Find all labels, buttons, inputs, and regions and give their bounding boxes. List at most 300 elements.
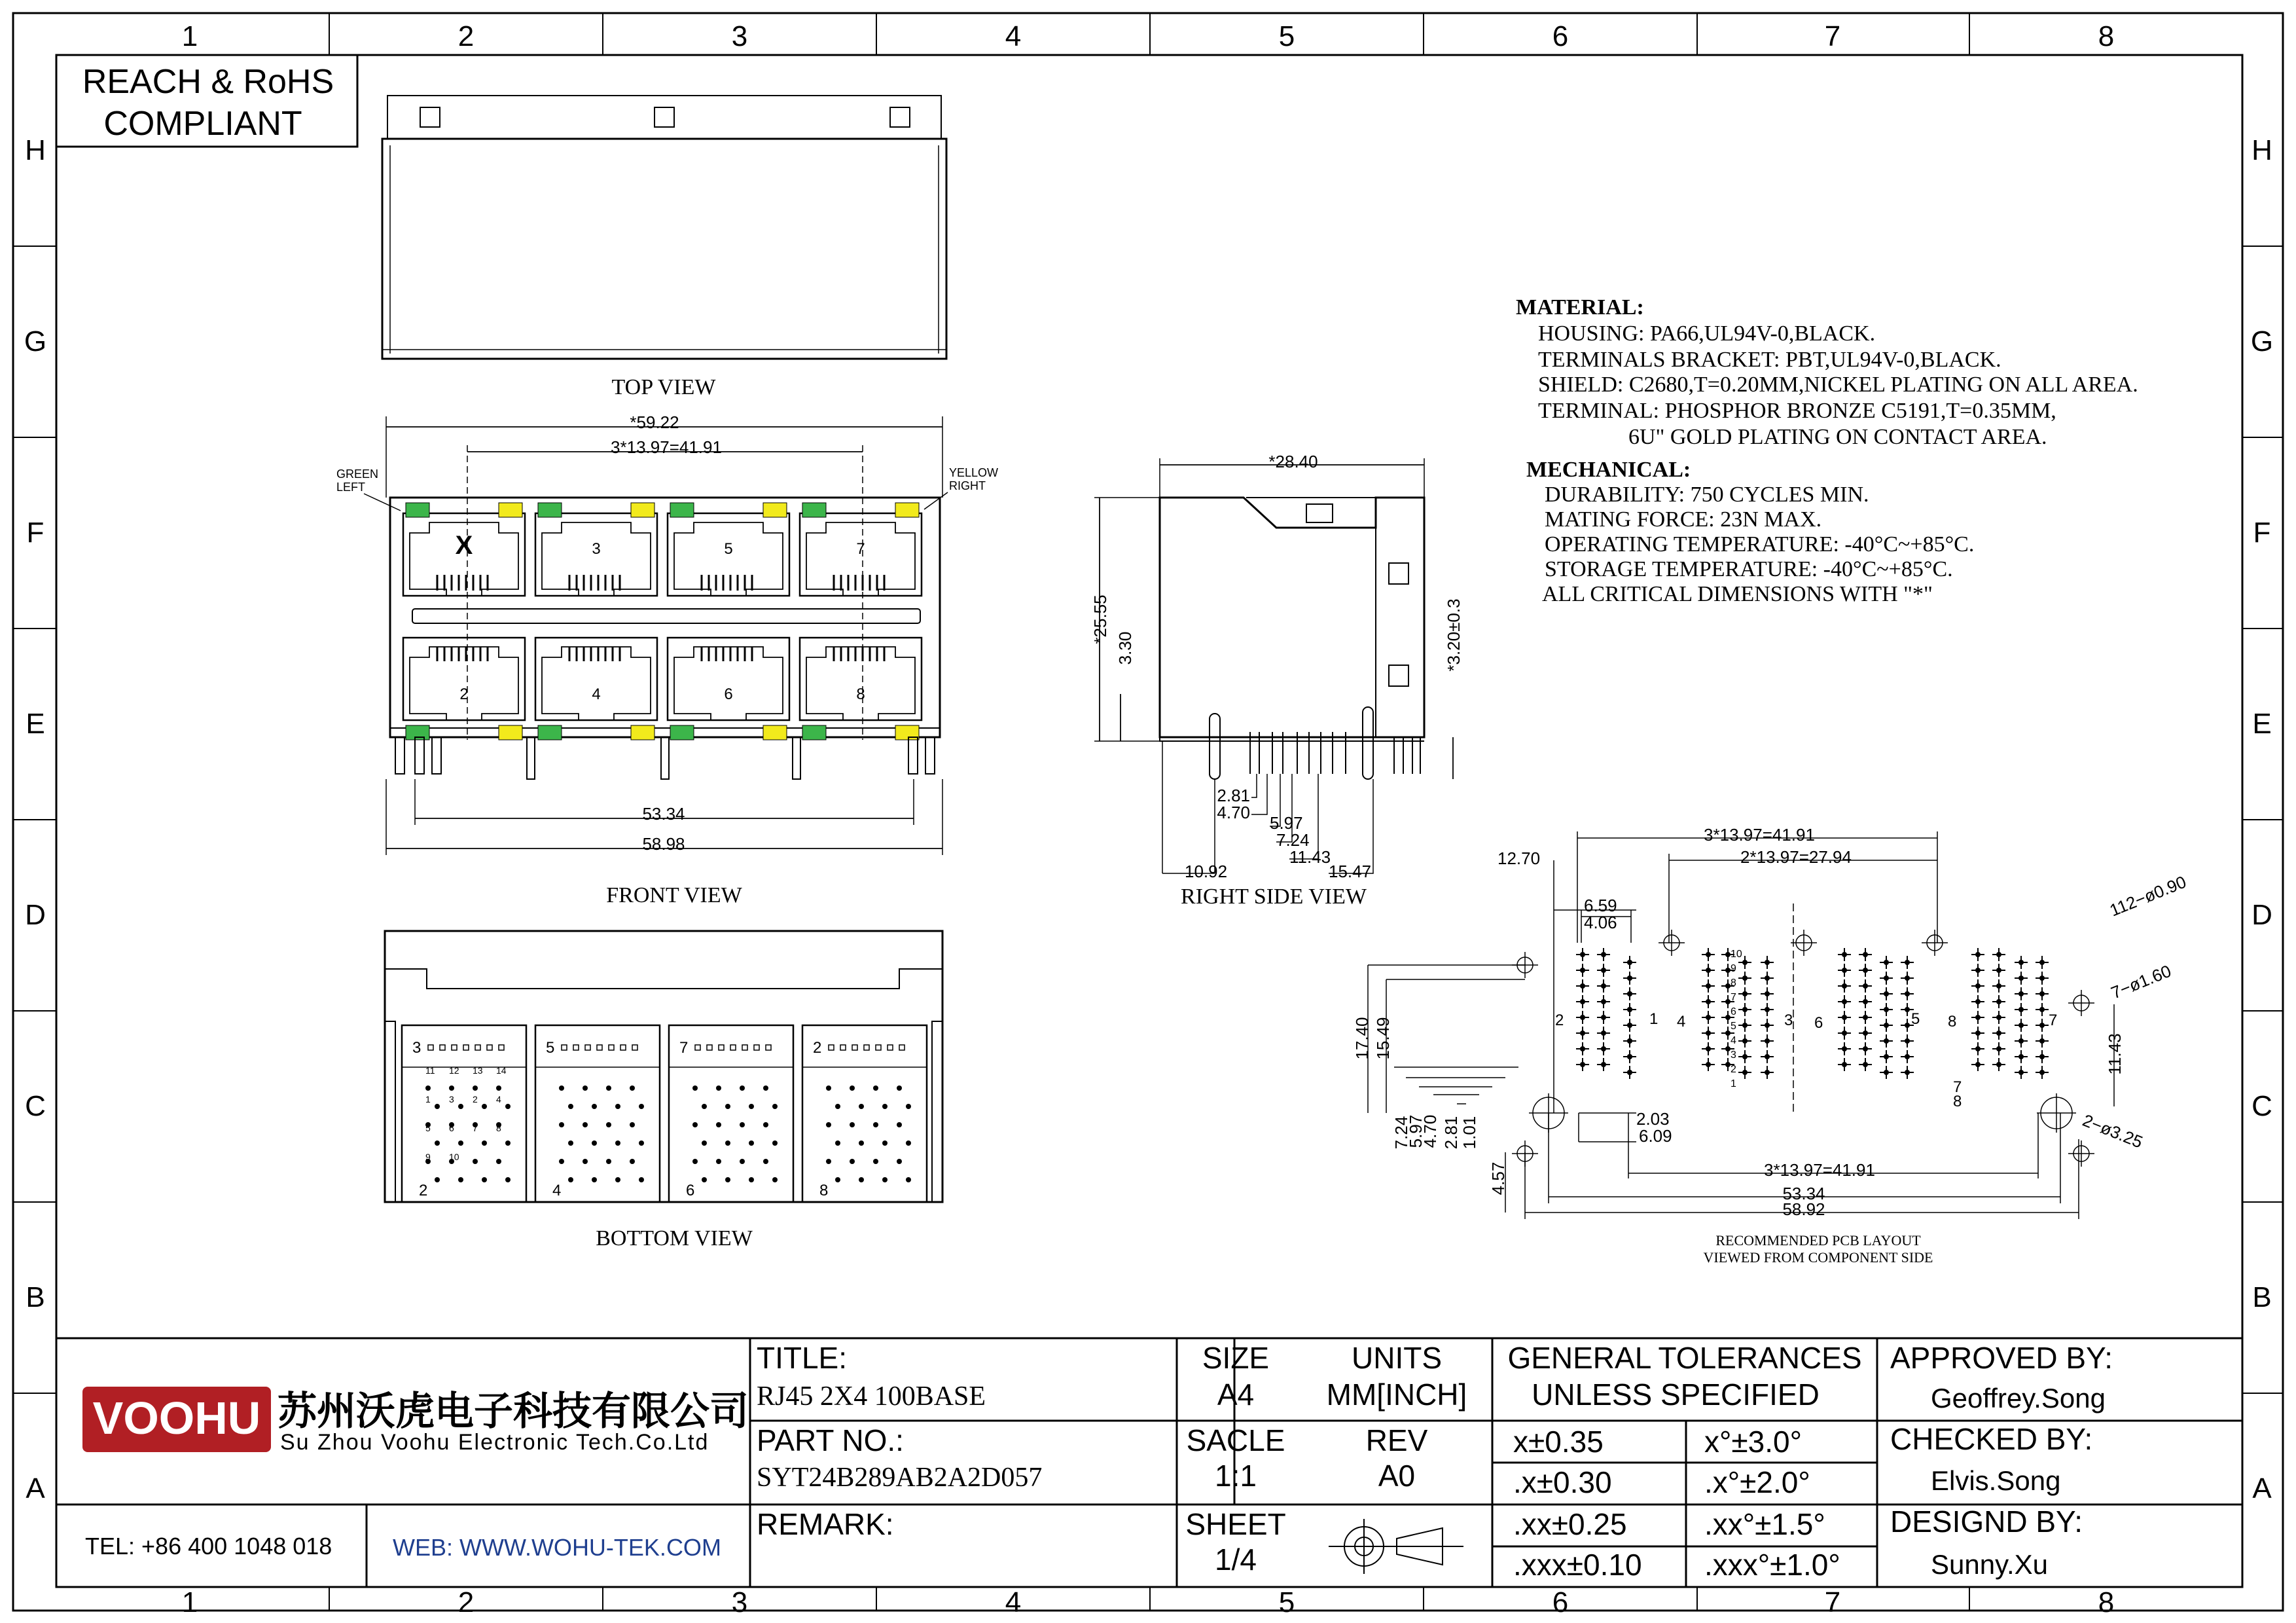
row-label: D [2251, 899, 2272, 931]
pin-hole [435, 1177, 440, 1182]
pcb-pin-dot [1706, 968, 1711, 973]
pin-hole [425, 1085, 431, 1091]
pcb-pin-dot [1725, 983, 1731, 989]
pin-number: 12 [449, 1065, 459, 1076]
pcb-pin-dot [1975, 1030, 1981, 1036]
pin-square [829, 1045, 834, 1050]
pcb-pin-dot [1905, 1054, 1910, 1059]
drawing-frame [13, 13, 2283, 1618]
compliance-line2: COMPLIANT [103, 105, 302, 143]
pcb-pin-dot [1580, 1030, 1585, 1036]
bottom-port-label: 3 [412, 1039, 422, 1057]
pcb-pin-dot [1725, 1046, 1731, 1051]
pin-hole [749, 1104, 754, 1109]
pcb-pin-dot [1842, 999, 1847, 1004]
pcb-pin-dot [1627, 1070, 1632, 1075]
pin-hole [716, 1122, 721, 1127]
pin-hole [496, 1085, 501, 1091]
side-dim: 11.43 [1289, 847, 1331, 867]
side-dim: 4.70 [1217, 803, 1250, 822]
dim-overall-width: *59.22 [630, 412, 679, 432]
pin-number: 7 [473, 1123, 478, 1133]
pcb-pin-dot [1884, 991, 1889, 996]
pcb-pin-dot [2018, 960, 2024, 965]
pin-hole [906, 1140, 911, 1146]
pin-hole [725, 1140, 730, 1146]
pcb-pin-dot [1742, 1023, 1748, 1028]
row-label: D [25, 899, 46, 931]
pcb-pin-dot [1863, 1046, 1868, 1051]
mechanical-heading: MECHANICAL: [1526, 458, 1691, 482]
approved-value: Geoffrey.Song [1931, 1383, 2106, 1413]
pin-hole [763, 1085, 768, 1091]
pcb-pin-dot [1765, 1007, 1770, 1012]
pcb-pin-dot [2018, 1054, 2024, 1059]
pcb-pin-dot [1742, 976, 1748, 981]
pin-number: 1 [425, 1094, 431, 1104]
top-view [382, 96, 946, 399]
row-label: F [2253, 517, 2271, 549]
pcb-pin-dot [2018, 1007, 2024, 1012]
pcb-pin-dot [1601, 952, 1606, 957]
side-dim: 15.47 [1329, 862, 1372, 881]
pcb-pin-dot [1842, 1015, 1847, 1020]
pin-hole [482, 1177, 487, 1182]
mechanical-line: OPERATING TEMPERATURE: -40°C~+85°C. [1545, 532, 1975, 556]
part-value: SYT24B289AB2A2D057 [757, 1463, 1043, 1493]
pcb-dim: 4.70 [1420, 1114, 1440, 1148]
pcb-pin-dot [1580, 1015, 1585, 1020]
pcb-pin-dot [1975, 1015, 1981, 1020]
checked-label: CHECKED BY: [1890, 1422, 2093, 1456]
title-label: TITLE: [757, 1341, 848, 1375]
sheet-label: SHEET [1185, 1507, 1286, 1541]
units-label: UNITS [1352, 1341, 1442, 1375]
material-line: TERMINAL: PHOSPHOR BRONZE C5191,T=0.35MM, [1538, 399, 2056, 423]
pcb-port-label: 4 [1677, 1013, 1686, 1030]
pcb-port-label: 8 [1953, 1093, 1962, 1110]
pcb-pin-dot [1627, 1054, 1632, 1059]
pin-hole [772, 1177, 778, 1182]
green-led [802, 503, 826, 517]
pin-hole [559, 1122, 564, 1127]
right-view-caption: RIGHT SIDE VIEW [1181, 884, 1367, 909]
pin-hole [583, 1122, 588, 1127]
pcb-dim: 6.59 [1584, 896, 1617, 915]
pin-square [876, 1045, 881, 1050]
pcb-pin-dot [1627, 1007, 1632, 1012]
pin-number: 2 [473, 1094, 478, 1104]
led-left-label: LEFT [336, 481, 366, 494]
size-label: SIZE [1202, 1341, 1270, 1375]
col-label: 2 [457, 1586, 475, 1618]
row-label: E [26, 708, 45, 740]
pcb-pin-dot [1765, 1023, 1770, 1028]
pcb-pin-dot [1706, 1015, 1711, 1020]
rj45-port [668, 638, 789, 720]
title-block [56, 1338, 2242, 1587]
pcb-dim: 58.92 [1782, 1199, 1825, 1219]
pin-hole [692, 1085, 698, 1091]
size-value: A4 [1217, 1377, 1255, 1412]
col-label: 7 [1824, 1586, 1841, 1618]
pcb-port-label: 5 [1911, 1010, 1920, 1028]
pcb-dim: 17.40 [1352, 1017, 1372, 1060]
pcb-pin-dot [1580, 968, 1585, 973]
pin-hole [473, 1085, 478, 1091]
pcb-pin-dot [1580, 983, 1585, 989]
bottom-port-label: 7 [679, 1039, 689, 1057]
port-cavity [542, 522, 651, 596]
pin-hole [435, 1104, 440, 1109]
yellow-led [499, 503, 522, 517]
pcb-pin-dot [2039, 991, 2045, 996]
pcb-pin-dot [1996, 1046, 2001, 1051]
pcb-pin-dot [1765, 960, 1770, 965]
pcb-pin-number: 4 [1731, 1035, 1736, 1046]
side-dim: 7.24 [1276, 830, 1310, 850]
approved-label: APPROVED BY: [1890, 1341, 2113, 1375]
port-cavity [806, 522, 915, 596]
pcb-pin-dot [1725, 952, 1731, 957]
pin-hole [772, 1140, 778, 1146]
pcb-pin-dot [1742, 960, 1748, 965]
pcb-pin-dot [1706, 983, 1711, 989]
rj45-port [535, 638, 657, 720]
side-dim: 10.92 [1185, 862, 1228, 881]
pcb-pin-dot [1884, 1038, 1889, 1044]
pcb-pin-dot [1765, 1054, 1770, 1059]
pcb-pin-dot [2039, 960, 2045, 965]
pcb-pin-dot [2039, 976, 2045, 981]
pin-hole [482, 1104, 487, 1109]
pin-hole [835, 1177, 840, 1182]
pcb-port-label: 8 [1948, 1013, 1957, 1030]
pin-square [597, 1045, 602, 1050]
pcb-pin-dot [1842, 1046, 1847, 1051]
pcb-pin-dot [1601, 1030, 1606, 1036]
pcb-dim: 4.06 [1584, 913, 1617, 932]
pin-square [609, 1045, 614, 1050]
pin-hole [606, 1122, 611, 1127]
title-value: RJ45 2X4 100BASE [757, 1381, 986, 1412]
pin-hole [882, 1140, 888, 1146]
pcb-pin-dot [1601, 1062, 1606, 1067]
pin-hole [482, 1140, 487, 1146]
pcb-dim: 11.43 [2105, 1033, 2125, 1075]
mechanical-line: MATING FORCE: 23N MAX. [1545, 507, 1822, 532]
port-cavity [410, 647, 518, 720]
pin-hole [702, 1177, 707, 1182]
material-heading: MATERIAL: [1516, 295, 1644, 319]
company-name-en: Su Zhou Voohu Electronic Tech.Co.Ltd [280, 1430, 709, 1455]
pcb-pin-number: 7 [1731, 992, 1736, 1003]
pin-hole [873, 1122, 878, 1127]
pin-hole [835, 1104, 840, 1109]
pcb-pin-dot [1627, 1038, 1632, 1044]
logo-text: VOOHU [92, 1393, 261, 1444]
pcb-pin-dot [1863, 983, 1868, 989]
pcb-pin-dot [1742, 991, 1748, 996]
pin-number: 3 [449, 1094, 454, 1104]
pin-hole [725, 1104, 730, 1109]
col-label: 1 [181, 20, 198, 52]
pcb-callout: 2−ø3.25 [2079, 1110, 2146, 1152]
material-line: HOUSING: PA66,UL94V-0,BLACK. [1538, 321, 1876, 346]
pcb-dim: 2*13.97=27.94 [1740, 847, 1852, 867]
bottom-port-label: 5 [546, 1039, 555, 1057]
pin-hole [906, 1104, 911, 1109]
right-side-view [1090, 452, 1463, 909]
col-label: 6 [1552, 1586, 1569, 1618]
pcb-pin-dot [1996, 999, 2001, 1004]
col-label: 3 [731, 1586, 748, 1618]
pcb-pin-dot [1706, 952, 1711, 957]
pcb-pin-number: 1 [1731, 1078, 1736, 1089]
col-label: 5 [1278, 20, 1295, 52]
pin-hole [897, 1159, 902, 1164]
yellow-led [895, 503, 919, 517]
pin-hole [882, 1104, 888, 1109]
pin-hole [859, 1177, 864, 1182]
pin-square [766, 1045, 771, 1050]
pcb-pin-dot [1905, 960, 1910, 965]
pcb-pin-dot [1975, 1062, 1981, 1067]
col-label: 8 [2098, 20, 2115, 52]
pin-square [719, 1045, 724, 1050]
row-label: B [26, 1281, 45, 1313]
side-dim: 2.81 [1217, 786, 1250, 805]
pin-square [573, 1045, 579, 1050]
compliance-line1: REACH & RoHS [82, 63, 334, 101]
pcb-dim: 5.97 [1406, 1114, 1426, 1148]
led-left-label: GREEN [336, 467, 379, 481]
pin-hole [568, 1140, 573, 1146]
pcb-pin-dot [1742, 1007, 1748, 1012]
pin-number: 8 [496, 1123, 501, 1133]
dim-shield-width: 58.98 [642, 834, 685, 854]
pcb-pin-dot [1863, 968, 1868, 973]
pin-hole [716, 1159, 721, 1164]
pin-hole [592, 1104, 597, 1109]
led-right-label: YELLOW [949, 466, 999, 479]
pcb-pin-dot [1742, 1038, 1748, 1044]
pin-number: 10 [449, 1152, 459, 1162]
pin-hole [630, 1085, 635, 1091]
pin-hole [606, 1085, 611, 1091]
pcb-pin-dot [1842, 1030, 1847, 1036]
pcb-pin-number: 5 [1731, 1021, 1736, 1032]
pcb-pin-dot [2039, 1023, 2045, 1028]
yellow-led [763, 503, 787, 517]
pcb-pin-dot [2039, 1070, 2045, 1075]
pcb-pin-dot [1996, 1030, 2001, 1036]
pcb-pin-dot [1996, 983, 2001, 989]
bottom-view-caption: BOTTOM VIEW [596, 1226, 753, 1250]
pin-hole [458, 1177, 463, 1182]
pin-hole [615, 1177, 620, 1182]
mechanical-line: ALL CRITICAL DIMENSIONS WITH "*" [1542, 582, 1933, 606]
pcb-pin-dot [1742, 1054, 1748, 1059]
pin-hole [763, 1122, 768, 1127]
row-label: H [25, 134, 46, 166]
remark-label: REMARK: [757, 1507, 894, 1541]
company-web-link: WEB: WWW.WOHU-TEK.COM [393, 1534, 721, 1561]
pin-square [899, 1045, 905, 1050]
pin-hole [559, 1085, 564, 1091]
pin-hole [859, 1104, 864, 1109]
pcb-pin-dot [1580, 1062, 1585, 1067]
company-tel: TEL: +86 400 1048 018 [85, 1533, 332, 1559]
bottom-port-label: 2 [419, 1182, 428, 1199]
pin-hole [740, 1085, 745, 1091]
pin-hole [568, 1104, 573, 1109]
material-line: SHIELD: C2680,T=0.20MM,NICKEL PLATING ON ALL AREA. [1538, 373, 2138, 397]
pin-hole [449, 1085, 454, 1091]
part-label: PART NO.: [757, 1423, 904, 1457]
port-cavity [674, 522, 783, 596]
pin-hole [568, 1177, 573, 1182]
col-label: 7 [1824, 20, 1841, 52]
pin-hole [859, 1140, 864, 1146]
pin-square [452, 1045, 457, 1050]
pcb-pin-dot [1842, 952, 1847, 957]
pcb-pin-dot [1863, 1062, 1868, 1067]
port-number: 6 [724, 685, 733, 703]
pcb-pin-dot [1996, 968, 2001, 973]
tolerance-value: x±0.35 [1513, 1425, 1604, 1459]
pcb-callout: 7−ø1.60 [2108, 960, 2174, 1003]
pin-square [585, 1045, 590, 1050]
port-cavity [674, 647, 783, 720]
pin-hole [630, 1122, 635, 1127]
yellow-led [763, 725, 787, 740]
pcb-dim: 2.03 [1636, 1109, 1670, 1129]
pcb-pin-dot [1975, 952, 1981, 957]
pcb-dim: 12.70 [1498, 848, 1541, 868]
bottom-port-label: 8 [819, 1182, 829, 1199]
pin-number: 5 [425, 1123, 431, 1133]
pcb-pin-number: 8 [1731, 977, 1736, 989]
pin-square [475, 1045, 480, 1050]
projection-symbol-icon [1329, 1519, 1463, 1574]
pcb-port-label: 3 [1784, 1012, 1793, 1029]
pin-square [620, 1045, 626, 1050]
pin-square [840, 1045, 846, 1050]
pcb-pin-dot [1975, 968, 1981, 973]
pin-square [463, 1045, 469, 1050]
pin-hole [749, 1177, 754, 1182]
pin-hole [826, 1159, 831, 1164]
row-label: G [2250, 325, 2274, 357]
pin-square [440, 1045, 445, 1050]
pcb-dim: 7.24 [1391, 1116, 1411, 1150]
pcb-pin-dot [2018, 1023, 2024, 1028]
pcb-port-label: 6 [1814, 1014, 1823, 1032]
pcb-pin-dot [1706, 999, 1711, 1004]
green-led [406, 503, 429, 517]
port-number: 8 [856, 685, 865, 703]
pin-hole [772, 1104, 778, 1109]
pcb-pin-dot [1863, 1030, 1868, 1036]
units-value: MM[INCH] [1326, 1377, 1467, 1412]
pcb-pin-dot [1884, 1070, 1889, 1075]
pcb-pin-dot [1627, 1023, 1632, 1028]
pcb-dim: 1.01 [1460, 1116, 1479, 1150]
pin-number: 11 [425, 1065, 435, 1076]
pcb-pin-dot [1601, 999, 1606, 1004]
pcb-pin-dot [1725, 999, 1731, 1004]
yellow-led [631, 503, 655, 517]
bottom-port-label: 4 [552, 1182, 562, 1199]
pcb-pin-dot [2018, 976, 2024, 981]
pcb-pin-dot [1905, 991, 1910, 996]
pin-square [852, 1045, 857, 1050]
pin-square [632, 1045, 637, 1050]
pin-number: 6 [449, 1123, 454, 1133]
pcb-pin-dot [1765, 1070, 1770, 1075]
pin-number: 4 [496, 1094, 501, 1104]
pcb-pin-dot [1905, 1007, 1910, 1012]
side-dim: 5.97 [1270, 813, 1303, 833]
sheet-value: 1/4 [1215, 1542, 1257, 1577]
col-label: 2 [457, 20, 475, 52]
pin-hole [559, 1159, 564, 1164]
dim-pin-length: *3.20±0.3 [1444, 598, 1463, 672]
pcb-pin-dot [1884, 1023, 1889, 1028]
mechanical-line: STORAGE TEMPERATURE: -40°C~+85°C. [1545, 557, 1953, 581]
pcb-pin-dot [1627, 976, 1632, 981]
pin-hole [749, 1140, 754, 1146]
top-view-caption: TOP VIEW [611, 375, 716, 399]
pcb-pin-dot [1706, 1062, 1711, 1067]
pcb-pin-dot [1905, 976, 1910, 981]
pin-hole [716, 1085, 721, 1091]
pcb-pin-dot [1580, 999, 1585, 1004]
pin-hole [692, 1159, 698, 1164]
pin-hole [583, 1159, 588, 1164]
pcb-pin-dot [1905, 1023, 1910, 1028]
pcb-pin-dot [1996, 1015, 2001, 1020]
pin-hole [639, 1140, 644, 1146]
pin-hole [692, 1122, 698, 1127]
pcb-pin-dot [1580, 952, 1585, 957]
pcb-layout [1352, 825, 2189, 1266]
pcb-pin-dot [1765, 991, 1770, 996]
pin-square [888, 1045, 893, 1050]
pcb-dim: 53.34 [1782, 1184, 1825, 1203]
pin-hole [873, 1085, 878, 1091]
pin-hole [740, 1159, 745, 1164]
tolerance-value: .xx°±1.5° [1704, 1507, 1825, 1541]
pin-hole [850, 1085, 855, 1091]
row-label: C [2251, 1090, 2272, 1122]
pcb-pin-dot [1884, 960, 1889, 965]
pin-hole [702, 1140, 707, 1146]
pcb-pin-dot [2018, 1070, 2024, 1075]
port-number: X [455, 531, 473, 560]
pcb-pin-dot [1905, 1038, 1910, 1044]
pin-hole [882, 1177, 888, 1182]
green-led [670, 503, 694, 517]
company-name-cn: 苏州沃虎电子科技有限公司 [278, 1389, 749, 1433]
pcb-dim: 15.49 [1373, 1017, 1393, 1060]
pin-hole [505, 1104, 511, 1109]
pcb-dim: 4.57 [1488, 1161, 1508, 1195]
pin-hole [505, 1177, 511, 1182]
tolerance-value: .xxx°±1.0° [1704, 1548, 1840, 1582]
col-label: 8 [2098, 1586, 2115, 1618]
